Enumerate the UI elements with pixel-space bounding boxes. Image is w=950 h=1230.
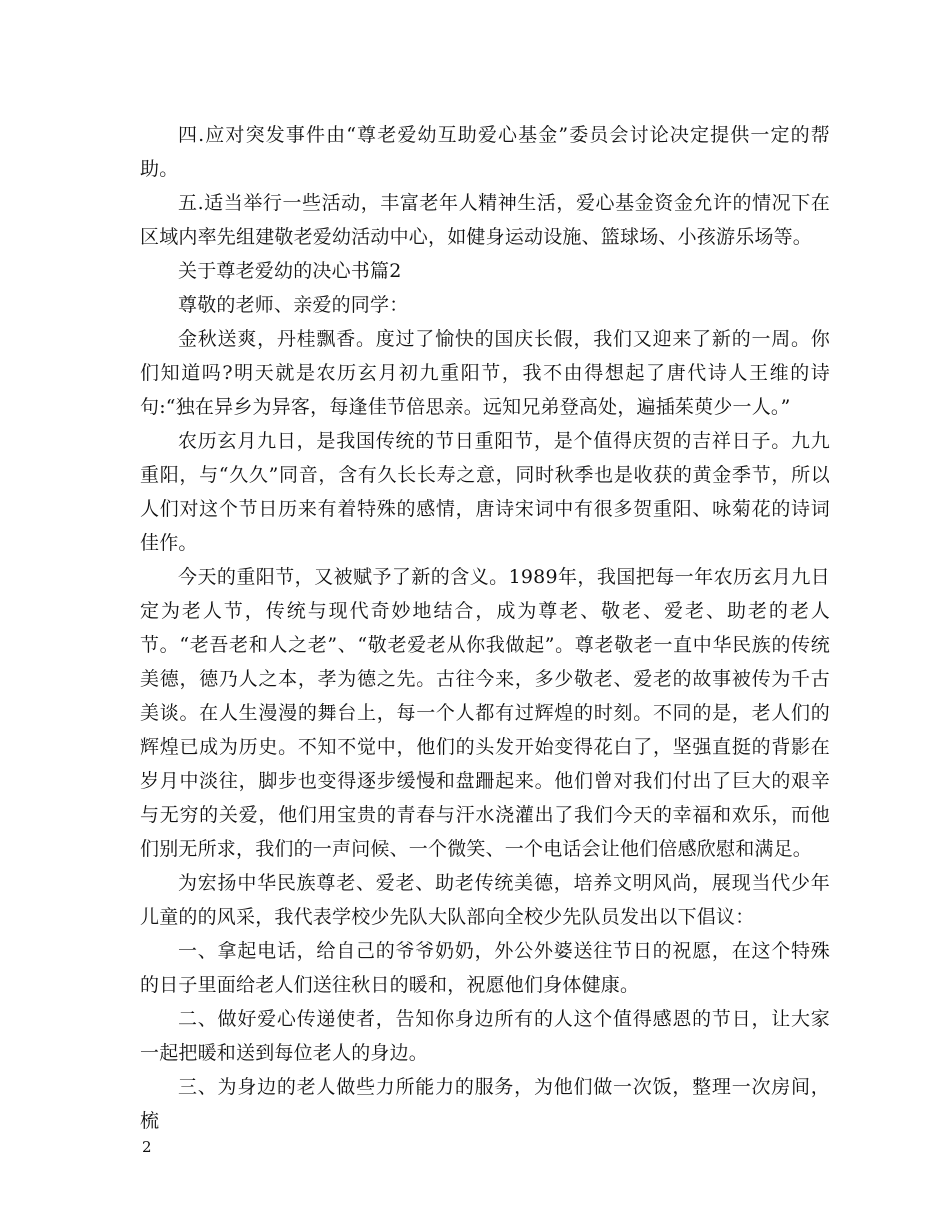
paragraph-meaning: 今天的重阳节，又被赋予了新的含义。1989年，我国把每一年农历玄月九日定为老人节，传统与现代奇妙地结合，成为尊老、敬老、爱老、助老的老人节。“老吾老和人之老”、“敬老爱老从你我做起”。尊老敬老一直中华民族的传统美德，德乃人之本，孝为德之先。古往今来，多少敬老、爱老的故事被传为千古美谈。在人生漫漫的舞台上，每一个人都有过辉煌的时刻。不同的是，老人们的辉煌已成为历史。不知不觉中，他们的头发开始变得花白了，坚强直挺的背影在岁月中淡往，脚步也变得逐步缓慢和盘跚起来。他们曾对我们付出了巨大的艰辛与无穷的关爱，他们用宝贵的青春与汗水浇灌出了我们今天的幸福和欢乐，而他们别无所求，我们的一声问候、一个微笑、一个电话会让他们倍感欣慰和满足。 [140, 566, 830, 860]
paragraph-festival: 农历玄月九日，是我国传统的节日重阳节，是个值得庆贺的吉祥日子。九九重阳，与“久久”同音，含有久长长寿之意，同时秋季也是收获的黄金季节，所以人们对这个节日历来有着特殊的感情，唐诗宋词中有很多贺重阳、咏菊花的诗词佳作。 [140, 430, 830, 554]
paragraph-initiative: 为宏扬中华民族尊老、爱老、助老传统美德，培养文明风尚，展现当代少年儿童的的风采，我代表学校少先队大队部向全校少先队员发出以下倡议： [140, 872, 830, 928]
paragraph-4: 四.应对突发事件由“尊老爱幼互助爱心基金”委员会讨论决定提供一定的帮助。 [140, 124, 830, 180]
paragraph-intro: 金秋送爽，丹桂飘香。度过了愉快的国庆长假，我们又迎来了新的一周。你们知道吗?明天就是农历玄月初九重阳节，我不由得想起了唐代诗人王维的诗句:“独在异乡为异客，每逢佳节倍思亲。远知兄弟登高处，遍插茱萸少一人。” [140, 328, 830, 418]
proposal-3: 三、为身边的老人做些力所能力的服务，为他们做一次饭，整理一次房间，梳 [140, 1076, 830, 1132]
salutation: 尊敬的老师、亲爱的同学： [178, 294, 409, 316]
page-number: 2 [142, 1138, 152, 1156]
paragraph-5: 五.适当举行一些活动，丰富老年人精神生活，爱心基金资金允许的情况下在区域内率先组建敬老爱幼活动中心，如健身运动设施、篮球场、小孩游乐场等。 [140, 192, 830, 248]
proposal-2: 二、做好爱心传递使者，告知你身边所有的人这个值得感恩的节日，让大家一起把暖和送到每位老人的身边。 [140, 1008, 830, 1064]
proposal-1: 一、拿起电话，给自己的爷爷奶奶，外公外婆送往节日的祝愿，在这个特殊的日子里面给老人们送往秋日的暖和，祝愿他们身体健康。 [140, 940, 830, 996]
body-text [140, 118, 830, 1138]
section-heading: 关于尊老爱幼的决心书篇2 [178, 260, 402, 282]
